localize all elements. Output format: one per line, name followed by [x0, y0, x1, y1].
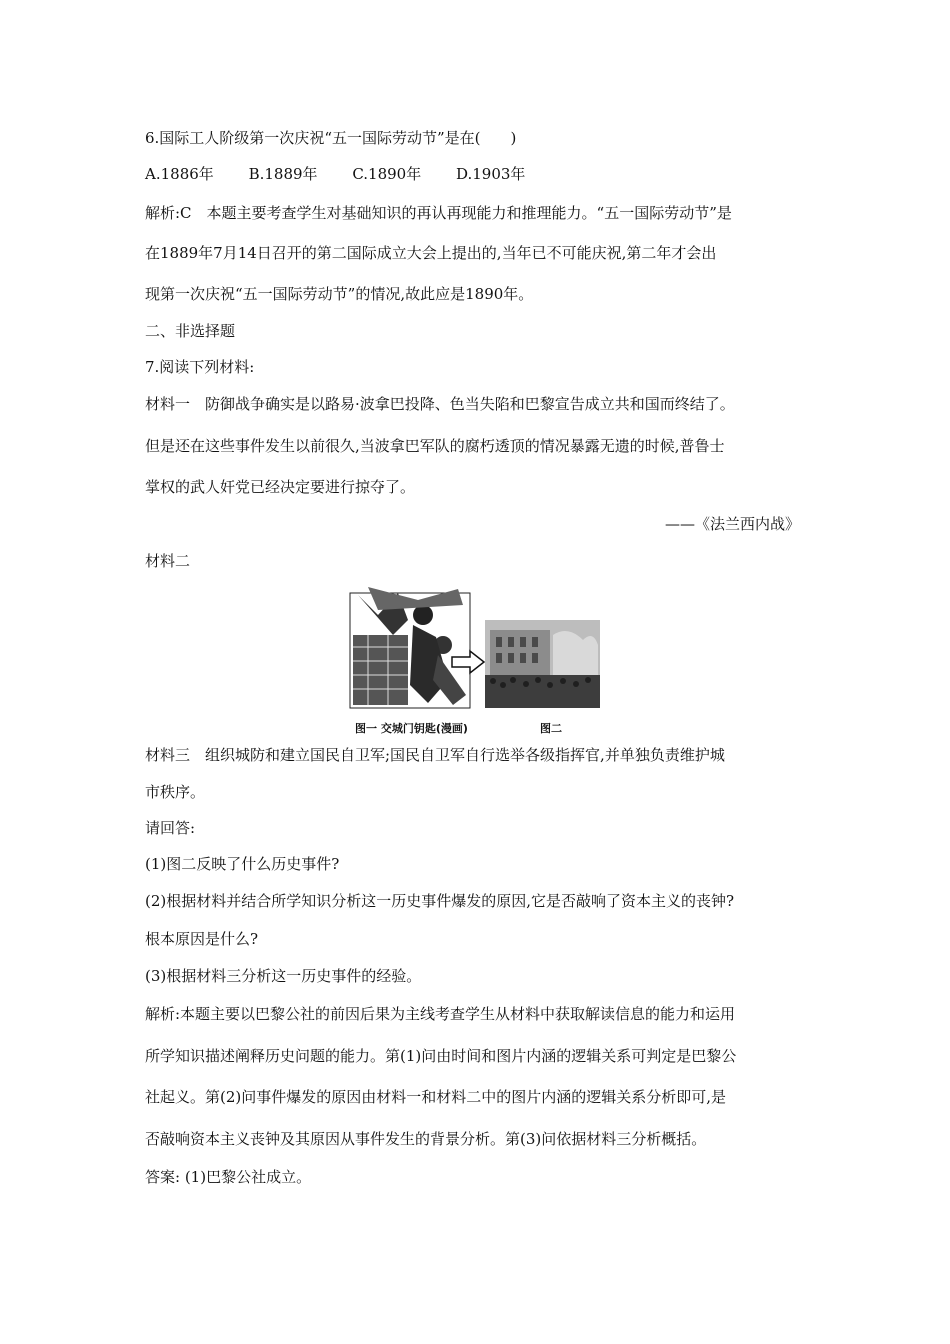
- q6-analysis-line-3: 现第一次庆祝“五一国际劳动节”的情况,故此应是1890年。: [145, 285, 534, 303]
- figure2-engraving: [485, 620, 600, 708]
- q6-analysis-line-1: 解析:C 本题主要考查学生对基础知识的再认再现能力和推理能力。“五一国际劳动节”是: [145, 204, 732, 222]
- figure1-caption: 图一 交城门钥匙(漫画): [355, 722, 468, 735]
- option-a: A.1886年: [145, 165, 214, 183]
- answer-line: 答案: (1)巴黎公社成立。: [145, 1168, 312, 1186]
- q7-analysis-line-3: 社起义。第(2)问事件爆发的原因由材料一和材料二中的图片内涵的逻辑关系分析即可,是: [145, 1088, 727, 1106]
- q6-stem: 6.国际工人阶级第一次庆祝“五一国际劳动节”是在( ): [145, 129, 517, 147]
- cartoon-illustration: [348, 585, 608, 715]
- question-2: (2)根据材料并结合所学知识分析这一历史事件爆发的原因,它是否敲响了资本主义的丧钟?: [145, 892, 735, 910]
- material1-source: ——《法兰西内战》: [664, 515, 800, 533]
- option-b: B.1889年: [248, 165, 318, 183]
- material1-line-3: 掌权的武人奸党已经决定要进行掠夺了。: [145, 478, 416, 496]
- q6-options: [145, 164, 555, 184]
- option-c: C.1890年: [352, 165, 422, 183]
- material3-line-2: 市秩序。: [145, 783, 206, 801]
- option-d: D.1903年: [455, 165, 526, 183]
- material2-label: 材料二: [145, 552, 191, 570]
- q7-stem: 7.阅读下列材料:: [145, 358, 255, 376]
- question-3: (3)根据材料三分析这一历史事件的经验。: [145, 967, 422, 985]
- q6-analysis-line-2: 在1889年7月14日召开的第二国际成立大会上提出的,当年已不可能庆祝,第二年才会出: [145, 244, 717, 262]
- figure1-cartoon: [350, 587, 470, 708]
- material2-figure: [348, 585, 608, 735]
- question-2-cont: 根本原因是什么?: [145, 930, 259, 948]
- section-heading: 二、非选择题: [145, 322, 236, 340]
- q7-analysis-line-4: 否敲响资本主义丧钟及其原因从事件发生的背景分析。第(3)问依据材料三分析概括。: [145, 1130, 707, 1148]
- q7-analysis-line-2: 所学知识描述阐释历史问题的能力。第(1)问由时间和图片内涵的逻辑关系可判定是巴黎公: [145, 1047, 737, 1065]
- figure2-caption: 图二: [540, 722, 562, 735]
- material1-line-1: 材料一 防御战争确实是以路易·波拿巴投降、色当失陷和巴黎宣告成立共和国而终结了。: [145, 395, 735, 413]
- material1-line-2: 但是还在这些事件发生以前很久,当波拿巴军队的腐朽透顶的情况暴露无遗的时候,普鲁士: [145, 437, 725, 455]
- q7-analysis-line-1: 解析:本题主要以巴黎公社的前因后果为主线考查学生从材料中获取解读信息的能力和运用: [145, 1005, 736, 1023]
- answer-prompt: 请回答:: [145, 819, 196, 837]
- material3-line-1: 材料三 组织城防和建立国民自卫军;国民自卫军自行选举各级指挥官,并单独负责维护城: [145, 746, 725, 764]
- question-1: (1)图二反映了什么历史事件?: [145, 855, 340, 873]
